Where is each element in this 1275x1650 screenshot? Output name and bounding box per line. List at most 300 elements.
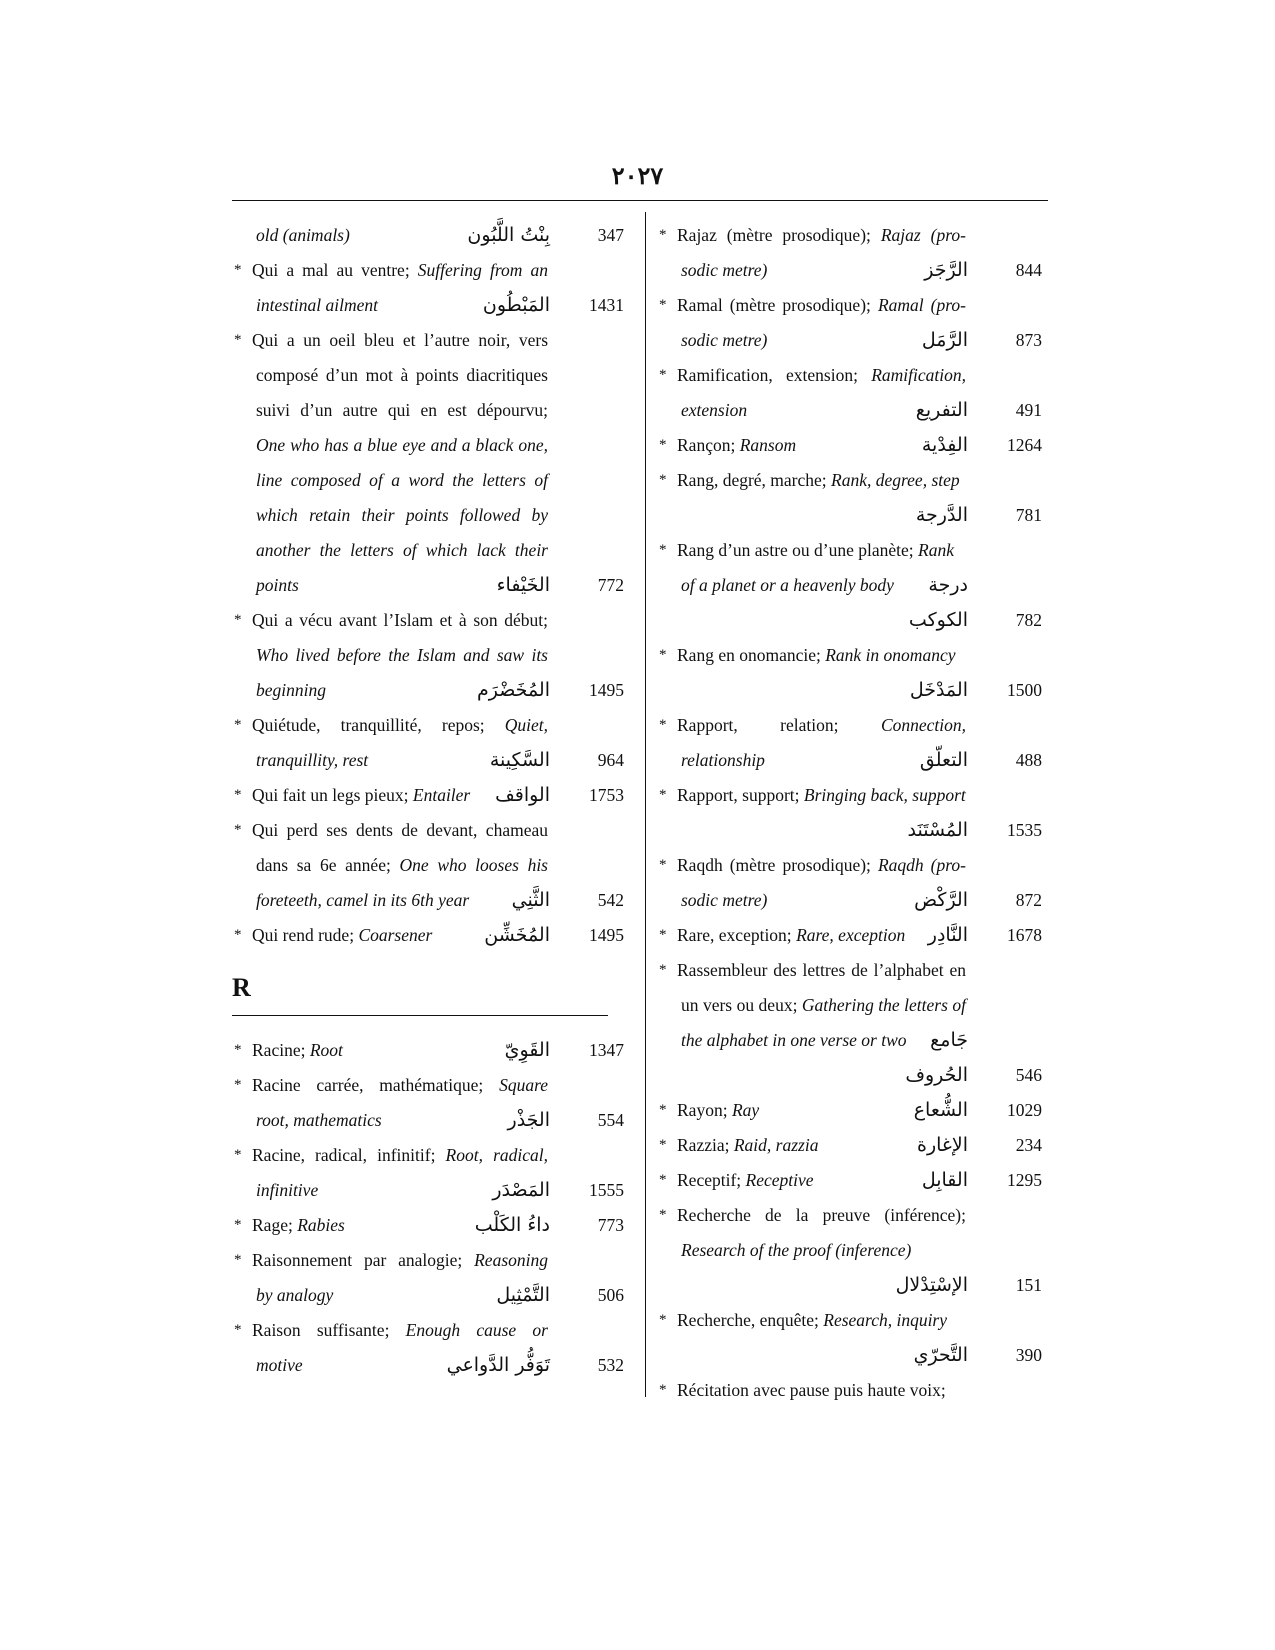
entry-text [677,1128,818,1163]
french-text: Recherche, enquête; [677,1310,824,1330]
bullet-mark: * [234,1147,242,1163]
entry-text [252,1208,345,1243]
french-text: Racine carrée, mathématique; [252,1075,500,1095]
bullet-mark: * [234,822,242,838]
english-text: Suffering from an [417,260,548,280]
section-rule [232,1015,608,1016]
entry-text [677,848,966,883]
french-text: Racine; [252,1040,310,1060]
entry-text [256,568,299,603]
bullet-mark: * [234,787,242,803]
entry-line [657,778,1048,813]
entry-line [232,883,630,918]
arabic-term: التَّحرّي [913,1344,968,1366]
french-text: Qui a mal au ventre; [252,260,418,280]
entry-text [256,393,548,428]
entry-text [677,1373,946,1408]
bullet-mark: * [659,857,667,873]
entry-text [252,778,470,813]
entry-text [681,883,767,918]
french-text: Qui perd ses dents de devant, chameau [252,820,548,840]
entry-text [252,603,548,638]
entry-line [657,708,1048,743]
entry-text [256,883,469,918]
entry-text [256,1103,382,1138]
english-text: old (animals) [256,225,350,245]
entry-text [681,253,767,288]
entry-line [232,1033,630,1068]
bullet-mark: * [234,1217,242,1233]
french-text: Rang, degré, marche; [677,470,832,490]
arabic-term-start: جَامع [930,1029,968,1051]
entry-text [252,708,548,743]
page-reference: 873 [1015,330,1042,350]
entry-line [657,1303,1048,1338]
top-rule [232,200,1048,201]
page-number: ٢٠٢٧ [611,164,664,190]
section-heading [232,953,630,1033]
page-reference: 554 [597,1110,624,1130]
entry-text [677,778,966,813]
page-reference: 1495 [589,680,624,700]
page-reference: 542 [597,890,624,910]
english-text: Who lived before the Islam and saw its [256,645,548,665]
french-text: Rajaz (mètre prosodique); [677,225,881,245]
arabic-term: المَدْخَل [909,679,968,701]
entry-text [681,323,767,358]
entry-line [657,568,1048,603]
page-reference: 773 [597,1215,624,1235]
entry-line [232,848,630,883]
entry-text [681,743,765,778]
french-text: Qui fait un legs pieux; [252,785,413,805]
entry-line [657,1268,1048,1303]
french-text: Rang en onomancie; [677,645,826,665]
entry-text [677,218,966,253]
entry-text [677,533,954,568]
arabic-term: الحُروف [905,1064,968,1086]
entry-text [256,743,368,778]
page-reference: 1431 [589,295,624,315]
page-reference: 347 [597,225,624,245]
english-text: tranquillity, rest [256,750,369,770]
english-text: Enough cause or [405,1320,548,1340]
arabic-term: التفريع [915,399,968,421]
entry-text [252,918,432,953]
entry-line [657,393,1048,428]
entry-line [232,1103,630,1138]
entry-line [657,638,1048,673]
entry-text [677,1198,966,1233]
english-text: of a planet or a heavenly body [681,575,894,595]
english-text: relationship [681,750,765,770]
left-entries-r [232,1033,630,1383]
entry-line [232,428,630,463]
english-text: intestinal ailment [256,295,379,315]
arabic-term: الإغارة [917,1134,968,1156]
entry-text [256,218,350,253]
page-reference: 491 [1015,400,1042,420]
bullet-mark: * [659,647,667,663]
english-text: Rabies [297,1215,345,1235]
entry-text [252,1068,548,1103]
page-reference: 1753 [589,785,624,805]
english-text: Ransom [739,435,797,455]
english-text: extension [681,400,748,420]
entry-line [657,533,1048,568]
entry-text [256,1278,333,1313]
page-reference: 488 [1015,750,1042,770]
entry-text [256,533,548,568]
entry-text [256,288,378,323]
english-text: Reasoning [474,1250,548,1270]
english-text: sodic metre) [681,260,768,280]
entry-line [232,603,630,638]
entry-line [232,568,630,603]
page-reference: 1495 [589,925,624,945]
entry-line [657,953,1048,988]
entry-text [677,1163,814,1198]
english-text: Coarsener [358,925,433,945]
english-text: beginning [256,680,326,700]
english-text: Ramal (pro- [877,295,966,315]
page-reference: 390 [1015,1345,1042,1365]
bullet-mark: * [234,1322,242,1338]
entry-line [232,1208,630,1243]
entry-line [657,428,1048,463]
french-text: Rayon; [677,1100,732,1120]
english-text: One who has a blue eye and a black one, [256,435,548,455]
entry-text [252,1033,343,1068]
bullet-mark: * [659,717,667,733]
entry-line [232,253,630,288]
entry-line [232,708,630,743]
french-text: dans sa 6e année; [256,855,400,875]
entry-text [681,988,966,1023]
bullet-mark: * [659,1207,667,1223]
bullet-mark: * [659,542,667,558]
arabic-term: المُخَشِّن [484,924,550,946]
bullet-mark: * [659,927,667,943]
english-text: Entailer [412,785,471,805]
page-reference: 844 [1015,260,1042,280]
french-text: Raqdh (mètre prosodique); [677,855,878,875]
entry-text [677,638,955,673]
english-text: Rajaz (pro- [880,225,966,245]
bullet-mark: * [659,1102,667,1118]
right-entries [657,218,1048,1408]
french-text: Récitation avec pause puis haute voix; [677,1380,946,1400]
english-text: Gathering the letters of [801,995,966,1015]
english-text: points [256,575,299,595]
english-text: line composed of a word the letters of [256,470,548,490]
right-column [657,218,1048,1408]
entry-text [681,568,894,603]
arabic-term: الخَيْفاء [496,574,550,596]
entry-line [657,673,1048,708]
entry-line [232,358,630,393]
bullet-mark: * [234,262,242,278]
entry-line [657,1338,1048,1373]
arabic-term: الرَّمَل [921,329,968,351]
french-text: Racine, radical, infinitif; [252,1145,446,1165]
arabic-term: الشُّعاع [913,1099,968,1121]
english-text: Rare, exception [796,925,906,945]
entry-line [232,1243,630,1278]
bullet-mark: * [234,717,242,733]
entry-line [657,918,1048,953]
french-text: Qui a un oeil bleu et l’autre noir, vers [252,330,548,350]
entry-line [657,288,1048,323]
arabic-term: المَصْدَر [492,1179,550,1201]
entry-text [677,358,966,393]
entry-line [232,1313,630,1348]
entry-text [256,428,548,463]
entry-text [256,498,548,533]
entry-line [232,673,630,708]
entry-line [657,1163,1048,1198]
arabic-term: المَبْطُون [482,294,550,316]
french-text: Receptif; [677,1170,746,1190]
arabic-term: بِنْتُ اللَّبُون [467,224,550,246]
english-text: Root [309,1040,343,1060]
page-reference: 151 [1015,1275,1042,1295]
english-text: by analogy [256,1285,334,1305]
entry-text [681,1023,907,1058]
entry-line [232,778,630,813]
bullet-mark: * [234,1042,242,1058]
entry-line [657,743,1048,778]
page-reference: 1029 [1007,1100,1042,1120]
english-text: foreteeth, camel in its 6th year [256,890,470,910]
french-text: Rare, exception; [677,925,797,945]
entry-line [232,1138,630,1173]
entry-line [657,883,1048,918]
bullet-mark: * [234,1252,242,1268]
arabic-term: تَوَفُّر الدَّواعي [446,1354,550,1376]
english-text: root, mathematics [256,1110,382,1130]
entry-line [657,1128,1048,1163]
arabic-term: الفِدْية [921,434,968,456]
bullet-mark: * [659,1312,667,1328]
entry-text [681,393,747,428]
entry-line [657,1023,1048,1058]
entry-line [657,463,1048,498]
arabic-term: التَّمْثِيل [496,1284,550,1306]
arabic-term: المُسْتَنَد [907,819,968,841]
bullet-mark: * [659,227,667,243]
french-text: Ramal (mètre prosodique); [677,295,878,315]
page-reference: 872 [1015,890,1042,910]
arabic-term: داءُ الكَلْب [474,1214,550,1236]
arabic-term: الرَّجَز [924,259,968,281]
french-text: Razzia; [677,1135,734,1155]
page-reference: 781 [1015,505,1042,525]
entry-text [677,288,966,323]
english-text: Connection, [880,715,966,735]
arabic-term: الرَّكْض [914,889,968,911]
english-text: the alphabet in one verse or two [681,1030,907,1050]
arabic-term: القابِل [921,1169,968,1191]
left-entries-q [232,218,630,953]
english-text: another the letters of which lack their [256,540,548,560]
entry-line [232,1278,630,1313]
entry-line [232,393,630,428]
arabic-term: القَوِيّ [504,1039,550,1061]
entry-line [657,603,1048,638]
bullet-mark: * [659,1137,667,1153]
section-letter: R [232,973,251,1002]
french-text: Rançon; [677,435,740,455]
entry-line [657,1058,1048,1093]
entry-line [657,253,1048,288]
page-reference: 964 [597,750,624,770]
french-text: Recherche de la preuve (inférence); [677,1205,966,1225]
entry-text [256,638,548,673]
page-reference: 1555 [589,1180,624,1200]
french-text: Rassembleur des lettres de l’alphabet en [677,960,966,980]
french-text: Rage; [252,1215,298,1235]
entry-line [232,918,630,953]
arabic-term: الدَّرجة [915,504,968,526]
bullet-mark: * [234,927,242,943]
bullet-mark: * [659,1382,667,1398]
entry-text [677,1093,759,1128]
entry-line [657,1373,1048,1408]
entry-text [256,1348,303,1383]
entry-text [677,918,905,953]
english-text: Rank [918,540,955,560]
entry-line [232,813,630,848]
entry-text [677,708,966,743]
arabic-term: الإسْتِدْلال [895,1274,968,1296]
entry-text [252,1313,548,1348]
entry-line [232,498,630,533]
arabic-term: الكوكب [908,609,968,631]
entry-text [681,1233,911,1268]
english-text: Research, inquiry [823,1310,948,1330]
bullet-mark: * [659,472,667,488]
bullet-mark: * [234,1077,242,1093]
english-text: Receptive [745,1170,814,1190]
entry-line [657,498,1048,533]
entry-text [677,428,796,463]
bullet-mark: * [659,437,667,453]
entry-line [657,813,1048,848]
english-text: One who looses his [399,855,548,875]
entry-line [657,1233,1048,1268]
entry-line [657,848,1048,883]
page-reference: 1295 [1007,1170,1042,1190]
page-reference: 1500 [1007,680,1042,700]
arabic-term: الجَذْر [507,1109,550,1131]
page-reference: 782 [1015,610,1042,630]
arabic-term: الواقف [495,784,550,806]
page-reference: 546 [1015,1065,1042,1085]
french-text: Quiétude, tranquillité, repos; [252,715,505,735]
entry-line [232,1173,630,1208]
english-text: Rank, degree, step [831,470,960,490]
entry-line [232,463,630,498]
entry-line [657,323,1048,358]
english-text: sodic metre) [681,890,768,910]
entry-text [677,463,960,498]
arabic-term: الثَّنِي [511,889,550,911]
entry-text [252,1243,548,1278]
arabic-term: النَّادِر [927,924,968,946]
left-column [232,218,630,1383]
french-text: Rang d’un astre ou d’une planète; [677,540,919,560]
entry-text [252,813,548,848]
french-text: Ramification, extension; [677,365,872,385]
page-reference: 1535 [1007,820,1042,840]
entry-line [232,743,630,778]
english-text: Raid, razzia [733,1135,819,1155]
arabic-term: المُخَضْرَم [476,679,550,701]
entry-line [232,323,630,358]
bullet-mark: * [659,367,667,383]
english-text: which retain their points followed by [256,505,548,525]
arabic-term: التعلّق [919,749,968,771]
english-text: Square [499,1075,548,1095]
english-text: Ramification, [871,365,966,385]
english-text: infinitive [256,1180,319,1200]
page-reference: 1678 [1007,925,1042,945]
bullet-mark: * [234,332,242,348]
english-text: motive [256,1355,303,1375]
entry-line [232,638,630,673]
entry-line [232,288,630,323]
french-text: Raisonnement par analogie; [252,1250,475,1270]
french-text: Qui rend rude; [252,925,359,945]
entry-text [252,323,548,358]
english-text: Bringing back, support [803,785,966,805]
entry-text [256,358,548,393]
entry-text [252,253,548,288]
page-reference: 506 [597,1285,624,1305]
entry-line [232,1068,630,1103]
english-text: sodic metre) [681,330,768,350]
bullet-mark: * [659,1172,667,1188]
french-text: suivi d’un autre qui en est dépourvu; [256,400,548,420]
english-text: Rank in onomancy [825,645,956,665]
page-reference: 234 [1015,1135,1042,1155]
arabic-term-start: درجة [928,574,968,596]
entry-line [657,218,1048,253]
entry-line [232,533,630,568]
page-reference: 1264 [1007,435,1042,455]
page-reference: 772 [597,575,624,595]
entry-line [657,1093,1048,1128]
entry-line [232,218,630,253]
entry-text [252,1138,548,1173]
entry-text [256,463,548,498]
entry-text [256,1173,318,1208]
column-divider [645,212,646,1397]
entry-line [232,1348,630,1383]
french-text: un vers ou deux; [681,995,802,1015]
bullet-mark: * [659,297,667,313]
french-text: Raison suffisante; [252,1320,406,1340]
entry-line [657,358,1048,393]
french-text: Rapport, support; [677,785,804,805]
english-text: Root, radical, [445,1145,548,1165]
french-text: Qui a vécu avant l’Islam et à son début; [252,610,548,630]
english-text: Ray [731,1100,760,1120]
entry-line [657,988,1048,1023]
english-text: Quiet, [504,715,548,735]
page-reference: 532 [597,1355,624,1375]
